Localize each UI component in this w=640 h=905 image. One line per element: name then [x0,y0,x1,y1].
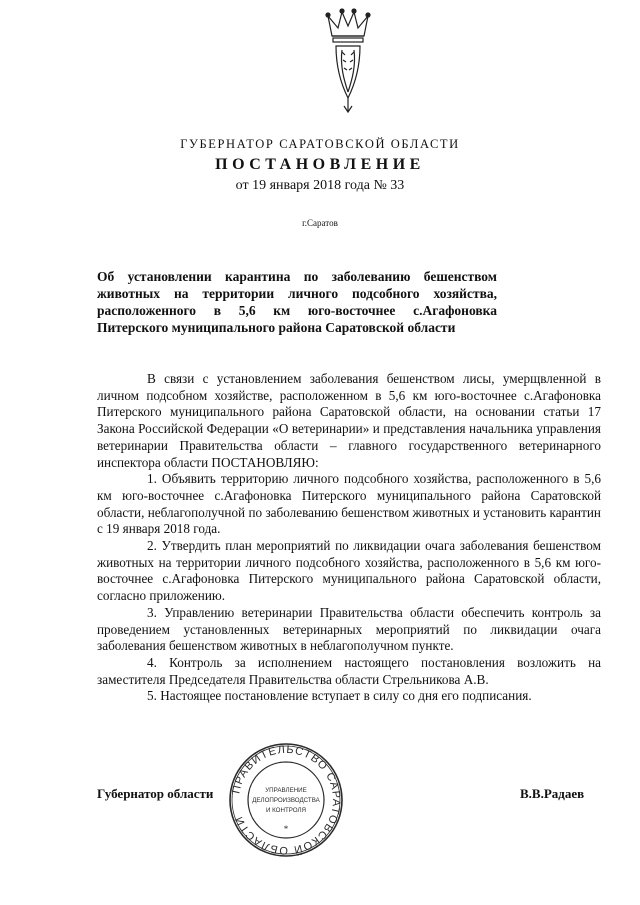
document-date-number: от 19 января 2018 года № 33 [235,178,405,193]
clause-paragraph: 4. Контроль за исполнением настоящего постановления возложить на заместителя Председателя Правительства области Стрельникова А.В. [97,654,601,687]
seal-center-line: УПРАВЛЕНИЕ [265,787,307,794]
seal-ring-text: ПРАВИТЕЛЬСТВО САРАТОВСКОЙ ОБЛАСТИ [230,743,343,857]
title-line: расположенного в 5,6 км юго-восточнее с.Агафоновка [97,303,497,318]
intro-paragraph: В связи с установлением заболевания бешенством лисы, умерщвленной в личном подсобном хозяйстве, расположенном в 5,6 км юго-восточнее с.Агафоновка Питерского муниципального района Саратовской области, на основании статьи 17 Закона Российской Федерации «О ветеринарии» и представления начальника управления ветеринарии Правительства области – главного государственного ветеринарного инспектора области ПОСТАНОВЛЯЮ: [97,371,601,470]
document-city: г.Саратов [302,218,338,228]
seal-center-line: И КОНТРОЛЯ [265,807,307,814]
document-title [97,268,497,336]
issuer-heading: ГУБЕРНАТОР САРАТОВСКОЙ ОБЛАСТИ [180,137,460,151]
seal-center-line: ДЕЛОПРОИЗВОДСТВА [252,797,320,804]
document-body [97,371,601,705]
clause-paragraph: 2. Утвердить план мероприятий по ликвидации очага заболевания бешенством животных на территории личного подсобного хозяйства, расположенного в 5,6 км юго-восточнее с.Агафоновка Питерского муниципального района Саратовской области, согласно приложению. [97,538,601,604]
document-type: ПОСТАНОВЛЕНИЕ [215,156,425,173]
title-line: Об установлении карантина по заболеванию бешенством [97,269,497,284]
signatory-name: В.В.Радаев [520,786,585,801]
title-line: Питерского муниципального района Саратовской области [97,320,456,335]
clause-paragraph: 1. Объявить территорию личного подсобного хозяйства, расположенного в 5,6 км юго-восточнее с.Агафоновка Питерского муниципального района Саратовской области, неблагополучной по заболеванию бешенством животных и установить карантин с 19 января 2018 года. [97,471,601,537]
clause-paragraph: 5. Настоящее постановление вступает в силу со дня его подписания. [147,688,532,704]
seal-star-icon: * [283,824,289,834]
saratov-coat-of-arms-icon [318,8,378,118]
title-line: животных на территории личного подсобного хозяйства, [97,286,497,301]
signatory-position: Губернатор области [97,786,214,801]
clause-paragraph: 3. Управлению ветеринарии Правительства области обеспечить контроль за проведением установленных ветеринарных мероприятий по ликвидации очага заболевания бешенством животных в неблагополучном пункте. [97,604,601,654]
official-seal-icon [226,740,346,860]
